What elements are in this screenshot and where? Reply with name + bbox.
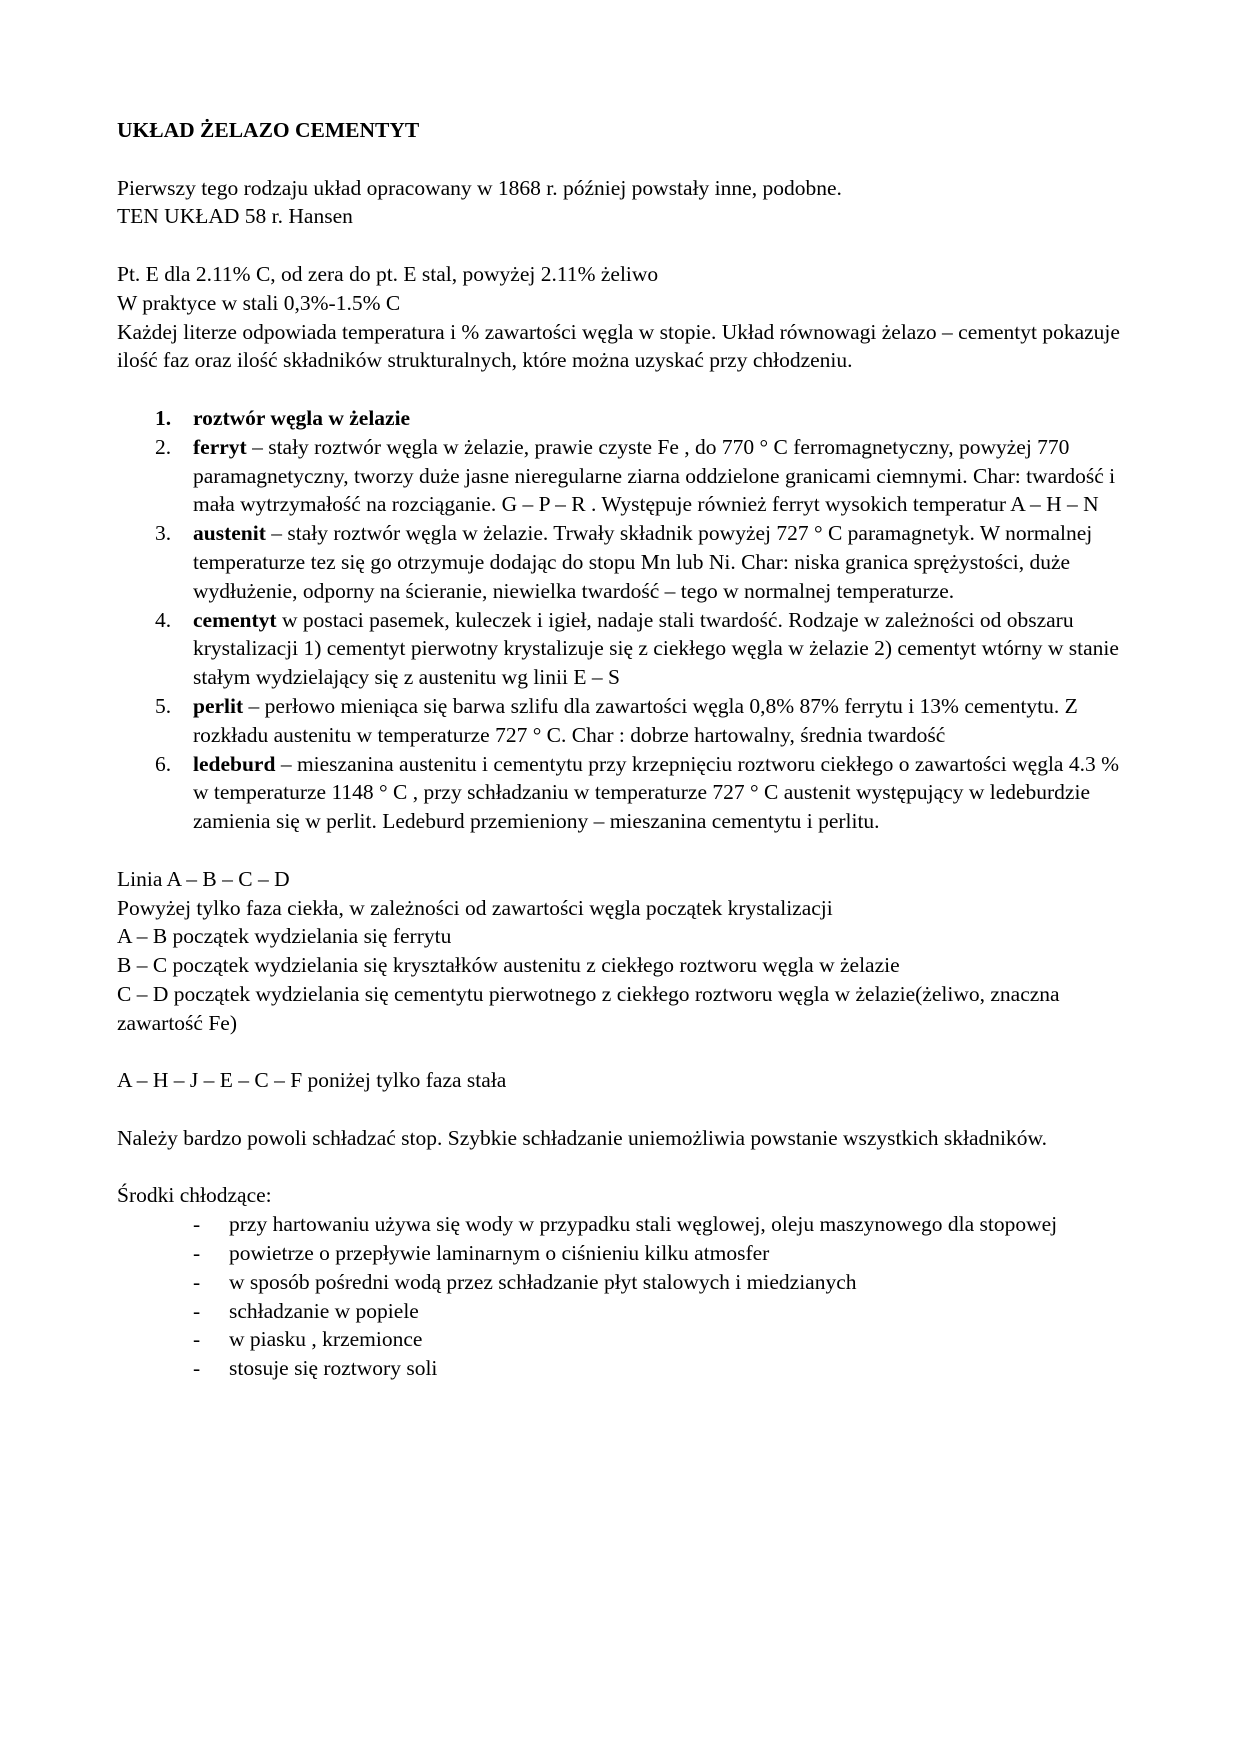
list-text: – mieszanina austenitu i cementytu przy krzepnięciu roztworu ciekłego o zawartości węgla 4.3 % w temperaturze 1148 ° C , przy schładzaniu w temperaturze 727 ° C austenit występujący w ledeburdzie zamienia się w perlit. Ledeburd przemieniony – mieszanina cementytu i perlitu. [193,751,1119,834]
list-dash: - [193,1356,201,1381]
spacer [117,1095,1137,1124]
list-item [117,1210,1137,1239]
structural-components-list [117,404,1137,836]
info-line: Każdej literze odpowiada temperatura i % zawartości węgla w stopie. Układ równowagi żelazo – cementyt pokazuje ilość faz oraz ilość składników strukturalnych, które można uzyskać przy chłodzeniu. [117,319,1120,373]
list-item [117,692,1137,750]
list-text: – stały roztwór węgla w żelazie, prawie czyste Fe , do 770 ° C ferromagnetyczny, powyżej 770 paramagnetyczny, tworzy duże jasne nieregularne ziarna oddzielone granicami ciemnymi. Char: twardość i mała wytrzymałość na rozciąganie. G – P – R . Występuje również ferryt wysokich temperatur A – H – N [193,434,1116,517]
list-item [117,1268,1137,1297]
list-number: 4. [155,607,172,632]
list-item [117,606,1137,692]
list-term: cementyt [193,607,277,632]
list-number: 6. [155,751,172,776]
line-section-line: B – C początek wydzielania się kryształków austenitu z ciekłego roztworu węgla w żelazie [117,953,900,978]
list-item [117,433,1137,519]
line-section-line: Powyżej tylko faza ciekła, w zależności od zawartości węgla początek krystalizacji [117,895,833,920]
list-term: ferryt [193,434,247,459]
spacer [117,375,1137,404]
list-item [117,1325,1137,1354]
spacer [117,1038,1137,1067]
list-text: w sposób pośredni wodą przez schładzanie płyt stalowych i miedzianych [229,1269,857,1294]
document-page [117,116,1137,1383]
coolants-heading: Środki chłodzące: [117,1183,272,1208]
list-term: ledeburd [193,751,276,776]
list-item [117,1354,1137,1383]
cooling-note: Należy bardzo powoli schładzać stop. Szybkie schładzanie uniemożliwia powstanie wszystkich składników. [117,1125,1048,1150]
list-term: roztwór węgla w żelazie [193,405,411,430]
list-dash: - [193,1212,201,1237]
spacer [117,231,1137,260]
list-number: 5. [155,693,172,718]
info-paragraph [117,260,1137,375]
list-term: perlit [193,693,244,718]
list-text: stosuje się roztwory soli [229,1356,438,1381]
list-dash: - [193,1327,201,1352]
document-title: UKŁAD ŻELAZO CEMENTYT [117,118,420,142]
list-text: przy hartowaniu używa się wody w przypadku stali węglowej, oleju maszynowego dla stopowej [229,1212,1058,1237]
list-item [117,519,1137,605]
list-dash: - [193,1269,201,1294]
spacer [117,836,1137,865]
line-section-paragraph [117,865,1137,1038]
info-line: Pt. E dla 2.11% C, od zera do pt. E stal, powyżej 2.11% żeliwo [117,261,659,286]
list-dash: - [193,1298,201,1323]
list-text: w piasku , krzemionce [229,1327,423,1352]
list-number: 2. [155,434,172,459]
line-section-line: Linia A – B – C – D [117,866,290,891]
spacer [117,1153,1137,1182]
line-section-line: C – D początek wydzielania się cementytu pierwotnego z ciekłego roztworu węgla w żelazie(żeliwo, znaczna zawartość Fe) [117,981,1060,1035]
line-section-line: A – B początek wydzielania się ferrytu [117,924,452,949]
list-item [117,1297,1137,1326]
list-number: 1. [155,405,172,430]
list-item [117,750,1137,836]
list-item [117,1239,1137,1268]
solid-phase-line: A – H – J – E – C – F poniżej tylko faza stała [117,1068,507,1093]
list-number: 3. [155,521,172,546]
coolants-list [117,1210,1137,1383]
list-dash: - [193,1241,201,1266]
list-term: austenit [193,521,266,546]
intro-line: TEN UKŁAD 58 r. Hansen [117,204,353,229]
intro-paragraph [117,174,1137,232]
list-text: w postaci pasemek, kuleczek i igieł, nadaje stali twardość. Rodzaje w zależności od obszaru krystalizacji 1) cementyt pierwotny krystalizuje się z ciekłego węgla w żelazie 2) cementyt wtórny w stanie stałym wydzielający się z austenitu wg linii E – S [193,607,1119,690]
list-text: – stały roztwór węgla w żelazie. Trwały składnik powyżej 727 ° C paramagnetyk. W normalnej temperaturze tez się go otrzymuje dodając do stopu Mn lub Ni. Char: niska granica sprężystości, duże wydłużenie, odporny na ścieranie, niewielka twardość – tego w normalnej temperaturze. [193,521,1093,603]
list-text: powietrze o przepływie laminarnym o ciśnieniu kilku atmosfer [229,1241,770,1266]
spacer [117,145,1137,174]
intro-line: Pierwszy tego rodzaju układ opracowany w 1868 r. później powstały inne, podobne. [117,175,842,200]
list-item [117,404,1137,433]
list-text: schładzanie w popiele [229,1298,419,1323]
list-text: – perłowo mieniąca się barwa szlifu dla zawartości węgla 0,8% 87% ferrytu i 13% cementytu. Z rozkładu austenitu w temperaturze 727 ° C. Char : dobrze hartowalny, średnia twardość [193,693,1078,747]
info-line: W praktyce w stali 0,3%-1.5% C [117,290,401,315]
